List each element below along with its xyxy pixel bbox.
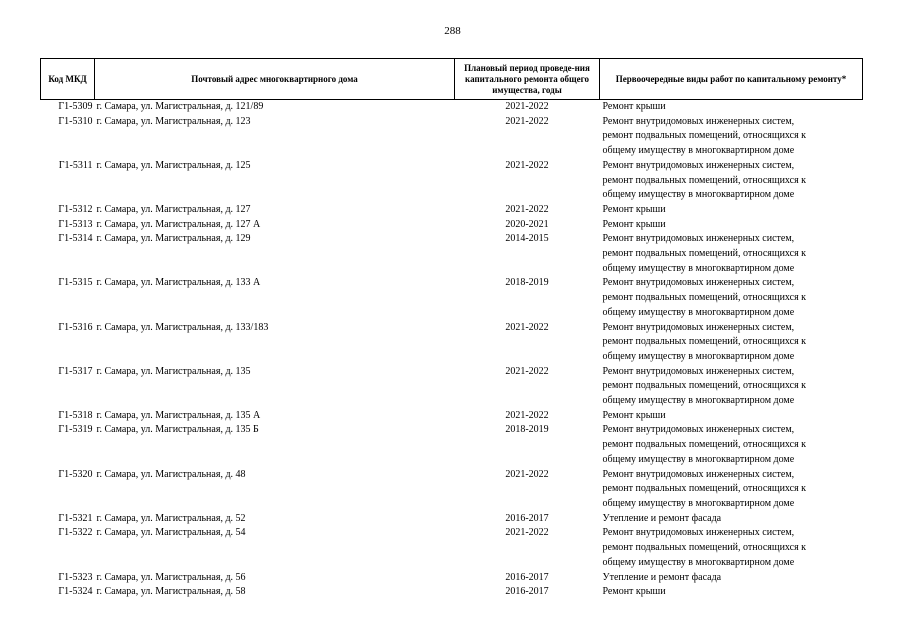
works-line: общему имуществу в многоквартирном доме bbox=[602, 145, 795, 157]
table-body bbox=[41, 100, 863, 600]
works-line: ремонт подвальных помещений, относящихся к bbox=[602, 248, 807, 260]
works-line: Ремонт внутридомовых инженерных систем, bbox=[602, 468, 795, 480]
cell-works bbox=[600, 409, 863, 424]
header-address: Почтовый адрес многоквартирного дома bbox=[95, 59, 455, 100]
cell-code: Г1-5321 bbox=[58, 512, 93, 524]
cell-period: 2021-2022 bbox=[505, 468, 549, 480]
works-line: ремонт подвальных помещений, относящихся к bbox=[602, 130, 807, 142]
works-line: общему имуществу в многоквартирном доме bbox=[602, 350, 795, 362]
cell-address: г. Самара, ул. Магистральная, д. 127 bbox=[96, 203, 251, 215]
works-line: Ремонт крыши bbox=[602, 586, 666, 598]
works-line: Ремонт внутридомовых инженерных систем, bbox=[602, 159, 795, 171]
cell-works bbox=[600, 276, 863, 320]
table-row bbox=[41, 159, 863, 203]
cell-works bbox=[600, 100, 863, 115]
cell-period: 2018-2019 bbox=[505, 424, 549, 436]
cell-address: г. Самара, ул. Магистральная, д. 54 bbox=[96, 527, 246, 539]
table-row bbox=[41, 409, 863, 424]
cell-period: 2021-2022 bbox=[505, 365, 549, 377]
table-header bbox=[41, 59, 863, 100]
works-line: Ремонт внутридомовых инженерных систем, bbox=[602, 365, 795, 377]
cell-address: г. Самара, ул. Магистральная, д. 133 А bbox=[96, 277, 261, 289]
cell-code: Г1-5311 bbox=[58, 159, 93, 171]
cell-period: 2021-2022 bbox=[505, 203, 549, 215]
cell-address: г. Самара, ул. Магистральная, д. 133/183 bbox=[96, 321, 269, 333]
table-row bbox=[41, 468, 863, 512]
cell-period: 2021-2022 bbox=[505, 527, 549, 539]
cell-code: Г1-5315 bbox=[58, 277, 93, 289]
cell-address: г. Самара, ул. Магистральная, д. 135 bbox=[96, 365, 251, 377]
works-line: Ремонт крыши bbox=[602, 203, 666, 215]
cell-code: Г1-5313 bbox=[58, 218, 93, 230]
works-line: Ремонт внутридомовых инженерных систем, bbox=[602, 527, 795, 539]
cell-works bbox=[600, 232, 863, 276]
header-period: Плановый период проведе-ния капитального ремонта общего имущества, годы bbox=[455, 59, 600, 100]
cell-works bbox=[600, 468, 863, 512]
cell-period: 2014-2015 bbox=[505, 233, 549, 245]
table-row bbox=[41, 526, 863, 570]
works-line: Ремонт внутридомовых инженерных систем, bbox=[602, 277, 795, 289]
cell-address: г. Самара, ул. Магистральная, д. 129 bbox=[96, 233, 251, 245]
cell-period: 2016-2017 bbox=[505, 586, 549, 598]
works-line: общему имуществу в многоквартирном доме bbox=[602, 262, 795, 274]
works-line: Ремонт крыши bbox=[602, 409, 666, 421]
cell-works bbox=[600, 365, 863, 409]
works-line: ремонт подвальных помещений, относящихся к bbox=[602, 336, 807, 348]
page-number: 288 bbox=[444, 25, 461, 37]
cell-address: г. Самара, ул. Магистральная, д. 125 bbox=[96, 159, 251, 171]
cell-address: г. Самара, ул. Магистральная, д. 123 bbox=[96, 115, 251, 127]
cell-code: Г1-5314 bbox=[58, 233, 93, 245]
table-row bbox=[41, 365, 863, 409]
works-line: Ремонт внутридомовых инженерных систем, bbox=[602, 321, 795, 333]
cell-address: г. Самара, ул. Магистральная, д. 127 А bbox=[96, 218, 261, 230]
cell-works bbox=[600, 585, 863, 600]
works-line: общему имуществу в многоквартирном доме bbox=[602, 453, 795, 465]
works-line: ремонт подвальных помещений, относящихся к bbox=[602, 483, 807, 495]
cell-works bbox=[600, 159, 863, 203]
works-line: Ремонт крыши bbox=[602, 218, 666, 230]
cell-code: Г1-5322 bbox=[58, 527, 93, 539]
works-line: общему имуществу в многоквартирном доме bbox=[602, 497, 795, 509]
cell-code: Г1-5319 bbox=[58, 424, 93, 436]
cell-address: г. Самара, ул. Магистральная, д. 135 А bbox=[96, 409, 261, 421]
cell-code: Г1-5316 bbox=[58, 321, 93, 333]
works-line: общему имуществу в многоквартирном доме bbox=[602, 189, 795, 201]
cell-period: 2016-2017 bbox=[505, 571, 549, 583]
table-row bbox=[41, 423, 863, 467]
capital-repair-table bbox=[40, 58, 863, 600]
cell-works bbox=[600, 203, 863, 218]
works-line: ремонт подвальных помещений, относящихся к bbox=[602, 380, 807, 392]
table-row bbox=[41, 571, 863, 586]
works-line: Ремонт крыши bbox=[602, 101, 666, 112]
table-row bbox=[41, 203, 863, 218]
cell-period: 2021-2022 bbox=[505, 115, 549, 127]
works-line: Утепление и ремонт фасада bbox=[602, 512, 722, 524]
works-line: ремонт подвальных помещений, относящихся к bbox=[602, 292, 807, 304]
cell-period: 2018-2019 bbox=[505, 277, 549, 289]
works-line: Ремонт внутридомовых инженерных систем, bbox=[602, 233, 795, 245]
table-row bbox=[41, 115, 863, 159]
table-row bbox=[41, 276, 863, 320]
works-line: Утепление и ремонт фасада bbox=[602, 571, 722, 583]
works-line: общему имуществу в многоквартирном доме bbox=[602, 306, 795, 318]
works-line: общему имуществу в многоквартирном доме bbox=[602, 395, 795, 407]
cell-code: Г1-5324 bbox=[58, 586, 93, 598]
cell-period: 2021-2022 bbox=[505, 409, 549, 421]
header-works: Первоочередные виды работ по капитальному ремонту* bbox=[600, 59, 863, 100]
cell-code: Г1-5312 bbox=[58, 203, 93, 215]
cell-works bbox=[600, 423, 863, 467]
cell-address: г. Самара, ул. Магистральная, д. 48 bbox=[96, 468, 246, 480]
cell-code: Г1-5323 bbox=[58, 571, 93, 583]
works-line: общему имуществу в многоквартирном доме bbox=[602, 556, 795, 568]
table-row bbox=[41, 100, 863, 115]
cell-address: г. Самара, ул. Магистральная, д. 58 bbox=[96, 586, 246, 598]
cell-works bbox=[600, 571, 863, 586]
cell-period: 2021-2022 bbox=[505, 321, 549, 333]
cell-period: 2016-2017 bbox=[505, 512, 549, 524]
table-row bbox=[41, 585, 863, 600]
table-row bbox=[41, 218, 863, 233]
cell-period: 2020-2021 bbox=[505, 218, 549, 230]
works-line: Ремонт внутридомовых инженерных систем, bbox=[602, 115, 795, 127]
cell-works bbox=[600, 321, 863, 365]
cell-code: Г1-5318 bbox=[58, 409, 93, 421]
cell-code: Г1-5309 bbox=[58, 101, 93, 112]
cell-address: г. Самара, ул. Магистральная, д. 52 bbox=[96, 512, 246, 524]
header-code: Код МКД bbox=[41, 59, 95, 100]
cell-works bbox=[600, 512, 863, 527]
works-line: ремонт подвальных помещений, относящихся к bbox=[602, 439, 807, 451]
cell-period: 2021-2022 bbox=[505, 101, 549, 112]
cell-address: г. Самара, ул. Магистральная, д. 56 bbox=[96, 571, 246, 583]
cell-works bbox=[600, 115, 863, 159]
cell-works bbox=[600, 218, 863, 233]
works-line: Ремонт внутридомовых инженерных систем, bbox=[602, 424, 795, 436]
cell-code: Г1-5320 bbox=[58, 468, 93, 480]
table-row bbox=[41, 321, 863, 365]
works-line: ремонт подвальных помещений, относящихся к bbox=[602, 174, 807, 186]
cell-address: г. Самара, ул. Магистральная, д. 135 Б bbox=[96, 424, 259, 436]
cell-address: г. Самара, ул. Магистральная, д. 121/89 bbox=[96, 101, 264, 112]
cell-period: 2021-2022 bbox=[505, 159, 549, 171]
works-line: ремонт подвальных помещений, относящихся к bbox=[602, 542, 807, 554]
table-row bbox=[41, 512, 863, 527]
cell-code: Г1-5317 bbox=[58, 365, 93, 377]
cell-works bbox=[600, 526, 863, 570]
table-row bbox=[41, 232, 863, 276]
cell-code: Г1-5310 bbox=[58, 115, 93, 127]
